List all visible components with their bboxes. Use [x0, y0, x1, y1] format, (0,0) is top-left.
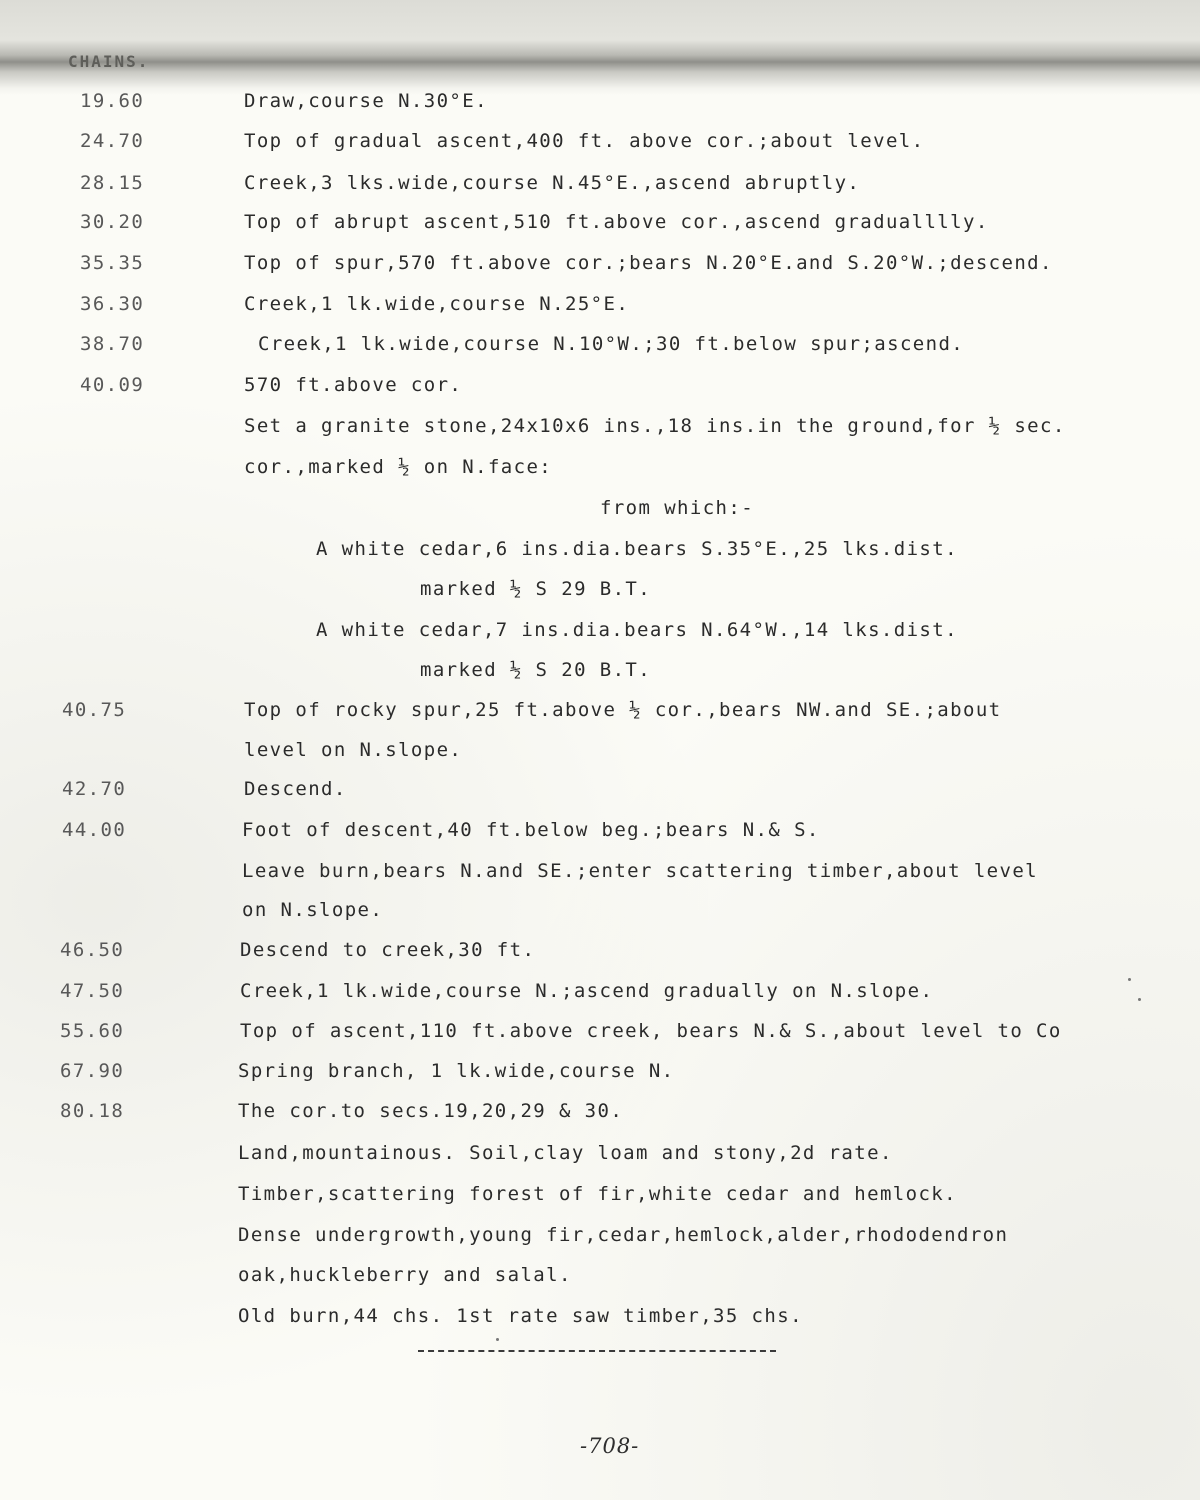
entry-text: Top of gradual ascent,400 ft. above cor.;about level. — [244, 130, 925, 152]
entry-text: Foot of descent,40 ft.below beg.;bears N.& S. — [242, 819, 820, 841]
entry-text: Creek,1 lk.wide,course N.10°W.;30 ft.below spur;ascend. — [258, 333, 965, 355]
page-number: -708- — [580, 1434, 640, 1458]
entry-text: on N.slope. — [242, 899, 384, 921]
entry-text: Top of ascent,110 ft.above creek, bears N.& S.,about level to Co — [240, 1020, 1062, 1042]
chain-value: 30.20 — [80, 211, 145, 233]
entry-text: Descend to creek,30 ft. — [240, 939, 536, 961]
chain-value: 35.35 — [80, 252, 145, 274]
chain-value: 24.70 — [80, 130, 145, 152]
chain-value: 55.60 — [60, 1020, 125, 1042]
chain-value: 47.50 — [60, 980, 125, 1002]
entry-text: oak,huckleberry and salal. — [238, 1264, 572, 1286]
entry-text: Set a granite stone,24x10x6 ins.,18 ins.in the ground,for ½ sec. — [244, 415, 1066, 437]
column-header-chains: CHAINS. — [68, 52, 150, 71]
entry-text: Draw,course N.30°E. — [244, 90, 488, 112]
entry-text: Top of spur,570 ft.above cor.;bears N.20°E.and S.20°W.;descend. — [244, 252, 1053, 274]
chain-value: 19.60 — [80, 90, 145, 112]
chain-value: 44.00 — [62, 819, 127, 841]
chain-value: 80.18 — [60, 1100, 125, 1122]
chain-value: 40.75 — [62, 699, 127, 721]
page-fold-shadow — [0, 0, 1200, 95]
entry-text: Old burn,44 chs. 1st rate saw timber,35 chs. — [238, 1305, 803, 1327]
paper-speck — [496, 1338, 499, 1341]
entry-text: marked ½ S 29 B.T. — [420, 578, 652, 600]
chain-value: 38.70 — [80, 333, 145, 355]
entry-text: Creek,1 lk.wide,course N.;ascend gradually on N.slope. — [240, 980, 934, 1002]
chain-value: 36.30 — [80, 293, 145, 315]
entry-text: 570 ft.above cor. — [244, 374, 463, 396]
entry-text: Top of abrupt ascent,510 ft.above cor.,ascend gradualllly. — [244, 211, 989, 233]
entry-text: cor.,marked ½ on N.face: — [244, 456, 553, 478]
entry-text: Spring branch, 1 lk.wide,course N. — [238, 1060, 675, 1082]
entry-text: Top of rocky spur,25 ft.above ½ cor.,bears NW.and SE.;about — [244, 699, 1002, 721]
entry-text: A white cedar,6 ins.dia.bears S.35°E.,25 lks.dist. — [316, 538, 958, 560]
entry-text: Land,mountainous. Soil,clay loam and stony,2d rate. — [238, 1142, 893, 1164]
entry-text: level on N.slope. — [244, 739, 463, 761]
entry-text: A white cedar,7 ins.dia.bears N.64°W.,14 lks.dist. — [316, 619, 958, 641]
entry-text: Creek,3 lks.wide,course N.45°E.,ascend abruptly. — [244, 172, 861, 194]
dashed-divider — [418, 1350, 776, 1352]
entry-text: marked ½ S 20 B.T. — [420, 659, 652, 681]
entry-text: The cor.to secs.19,20,29 & 30. — [238, 1100, 624, 1122]
chain-value: 67.90 — [60, 1060, 125, 1082]
entry-text: from which:- — [600, 497, 755, 519]
entry-text: Leave burn,bears N.and SE.;enter scattering timber,about level — [242, 860, 1039, 882]
entry-text: Creek,1 lk.wide,course N.25°E. — [244, 293, 630, 315]
chain-value: 40.09 — [80, 374, 145, 396]
entry-text: Dense undergrowth,young fir,cedar,hemlock,alder,rhododendron — [238, 1224, 1009, 1246]
entry-text: Descend. — [244, 778, 347, 800]
paper-speck — [1138, 998, 1141, 1001]
entry-text: Timber,scattering forest of fir,white cedar and hemlock. — [238, 1183, 957, 1205]
chain-value: 46.50 — [60, 939, 125, 961]
chain-value: 42.70 — [62, 778, 127, 800]
paper-speck — [1128, 978, 1131, 981]
chain-value: 28.15 — [80, 172, 145, 194]
